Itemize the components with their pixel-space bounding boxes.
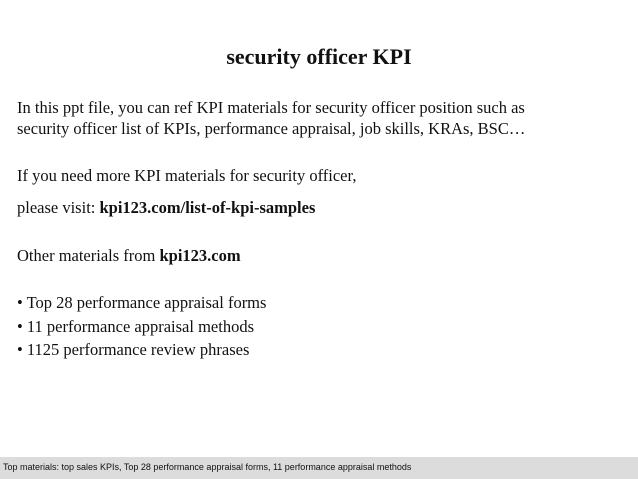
other-link[interactable]: kpi123.com	[159, 246, 241, 265]
visit-prefix: please visit:	[17, 198, 100, 217]
bullet-item: • 1125 performance review phrases	[17, 340, 250, 359]
bullet-item: • 11 performance appraisal methods	[17, 316, 254, 336]
slide-title: security officer KPI	[226, 44, 412, 69]
footer-bar: Top materials: top sales KPIs, Top 28 performance appraisal forms, 11 performance appraisal methods	[0, 457, 638, 479]
visit-link[interactable]: kpi123.com/list-of-kpi-samples	[99, 198, 316, 217]
intro-paragraph	[17, 97, 627, 139]
other-prefix: Other materials from	[17, 246, 160, 265]
more-materials-text: If you need more KPI materials for security officer,	[17, 166, 357, 185]
bullet-list	[17, 291, 627, 362]
intro-line-1: In this ppt file, you can ref KPI materials for security officer position such as	[17, 98, 525, 117]
bullet-item: • Top 28 performance appraisal forms	[17, 293, 267, 312]
intro-line-2: security officer list of KPIs, performance appraisal, job skills, KRAs, BSC…	[17, 119, 526, 138]
other-materials-line	[17, 245, 627, 266]
visit-line	[17, 197, 627, 218]
